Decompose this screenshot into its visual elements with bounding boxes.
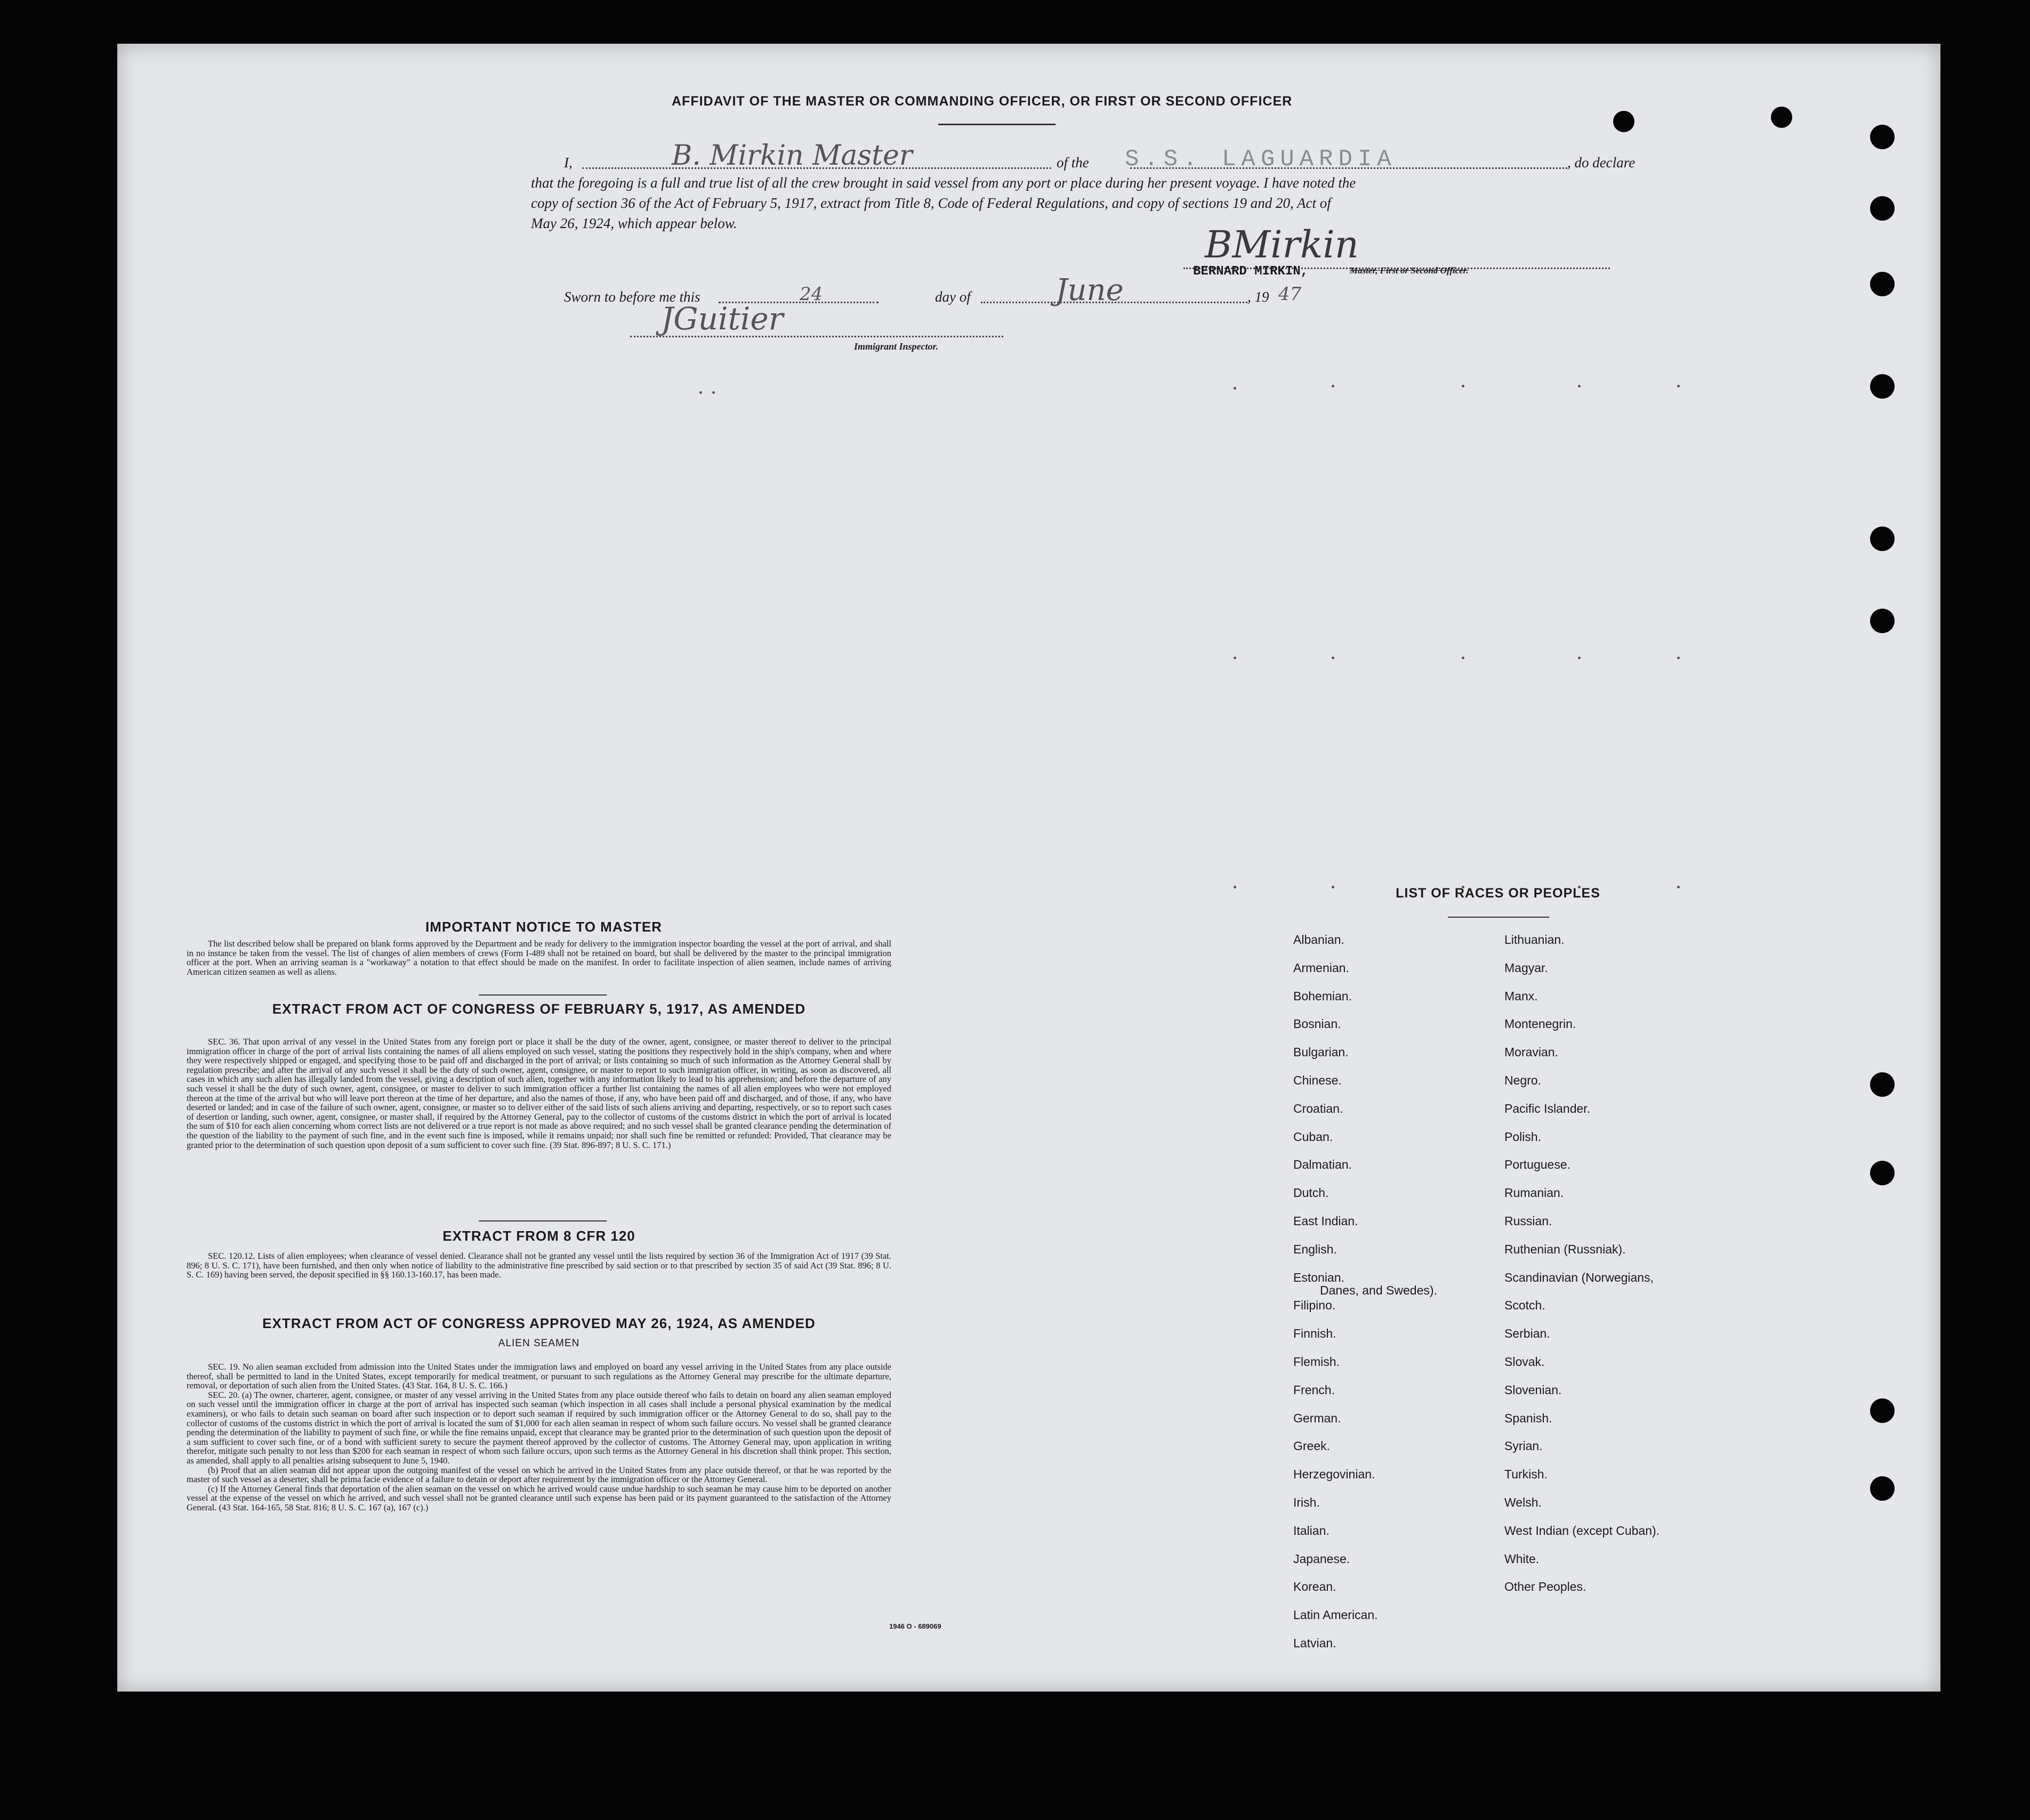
race-item: Greek. — [1293, 1439, 1331, 1453]
column-dot — [1332, 657, 1334, 659]
race-item: Polish. — [1504, 1129, 1542, 1144]
race-item: Russian. — [1504, 1214, 1552, 1228]
race-item: Herzegovinian. — [1293, 1467, 1375, 1482]
punch-hole — [1870, 609, 1895, 633]
race-item: Bulgarian. — [1293, 1045, 1349, 1059]
race-item: East Indian. — [1293, 1214, 1358, 1228]
affidavit-i: I, — [564, 155, 573, 171]
race-item: Negro. — [1504, 1073, 1542, 1087]
column-dot — [699, 391, 702, 394]
race-item: Italian. — [1293, 1523, 1330, 1538]
master-name-handwritten: B. Mirkin Master — [672, 140, 913, 172]
punch-hole — [1870, 125, 1895, 149]
race-item: Serbian. — [1504, 1326, 1550, 1341]
race-item: Rumanian. — [1504, 1186, 1564, 1200]
punch-hole — [1870, 196, 1895, 221]
inspector-signature: JGuitier — [661, 301, 784, 337]
race-item: Magyar. — [1504, 960, 1548, 975]
extract-1924-title: EXTRACT FROM ACT OF CONGRESS APPROVED MAY 26, 1924, AS AMENDED — [262, 1315, 816, 1331]
year-suffix: 47 — [1278, 284, 1302, 305]
column-dot — [712, 391, 715, 394]
punch-hole — [1613, 111, 1634, 132]
race-item: Pacific Islander. — [1504, 1101, 1591, 1115]
extract-1917-title: EXTRACT FROM ACT OF CONGRESS OF FEBRUARY 5, 1917, AS AMENDED — [272, 1001, 806, 1017]
column-dot — [1578, 385, 1581, 387]
race-item: German. — [1293, 1411, 1341, 1425]
race-item: Albanian. — [1293, 933, 1344, 947]
affidavit-body-line1: that the foregoing is a full and true list of all the crew brought in said vessel from any port or place during her present voyage. I have noted the — [531, 175, 1356, 191]
race-item: Syrian. — [1504, 1439, 1543, 1453]
punch-hole — [1870, 272, 1895, 296]
race-item: Estonian. — [1293, 1270, 1344, 1284]
column-dot — [1578, 657, 1581, 659]
race-item: West Indian (except Cuban). — [1504, 1523, 1660, 1538]
column-dot — [1677, 657, 1680, 659]
race-item: Danes, and Swedes). — [1320, 1283, 1437, 1297]
year-prefix: , 19 — [1247, 289, 1269, 305]
column-dot — [1234, 657, 1236, 659]
race-item: Cuban. — [1293, 1129, 1333, 1144]
race-item: Japanese. — [1293, 1551, 1350, 1566]
punch-hole — [1870, 374, 1895, 399]
day-of-label: day of — [935, 289, 971, 305]
race-item: Finnish. — [1293, 1326, 1336, 1341]
officer-title: Master, First or Second Officer. — [1350, 265, 1469, 276]
race-item: Bohemian. — [1293, 989, 1352, 1003]
inspector-label: Immigrant Inspector. — [854, 341, 939, 352]
notice-paragraph: The list described below shall be prepared on blank forms approved by the Department and be ready for delivery to the immigration inspector boarding the vessel at the port of arrival, and shall in no instance be taken from the vessel. The list of changes of alien members of crews (Form I-489 shall not be retained on board, but shall be delivered by the master to the principal immigration officer at the port. When an arriving seaman is a "workaway" a notation to that effect should be made on the manifest. In order to facilitate inspection of alien seamen, include names of arriving American citizen seamen as well as aliens. — [187, 939, 891, 977]
column-dot — [1677, 385, 1680, 387]
race-item: Turkish. — [1504, 1467, 1548, 1482]
extract-1924-subtitle: ALIEN SEAMEN — [498, 1338, 580, 1349]
race-item: Montenegrin. — [1504, 1017, 1576, 1031]
column-dot — [1234, 387, 1236, 390]
notice-text — [187, 939, 891, 976]
race-item: Moravian. — [1504, 1045, 1558, 1059]
column-dot — [1462, 657, 1464, 659]
extract-1924-sec20c: (c) If the Attorney General finds that deportation of the alien seaman on the vessel on which he arrived would cause undue hardship to such seaman he may cause him to be deported on another vessel at the expense of the vessel on which he arrived, and such vessel shall not be granted clearance until such expense has been paid or its payment guaranteed to the satisfaction of the Attorney General. (43 Stat. 164-165, 58 Stat. 816; 8 U. S. C. 167 (a), 167 (c).) — [187, 1483, 891, 1512]
race-item: Slovak. — [1504, 1355, 1545, 1369]
race-item: Slovenian. — [1504, 1382, 1562, 1397]
of-the-label: of the — [1057, 155, 1089, 171]
race-item: Welsh. — [1504, 1495, 1542, 1509]
extract-cfr-text — [187, 1251, 891, 1280]
vessel-name: S.S. LAGUARDIA — [1125, 146, 1397, 173]
print-code: 1946 O - 689069 — [889, 1622, 941, 1630]
race-item: Armenian. — [1293, 960, 1349, 975]
section-rule — [479, 1220, 607, 1222]
race-item: Bosnian. — [1293, 1017, 1341, 1031]
race-item: Irish. — [1293, 1495, 1320, 1509]
extract-1924-sec20b: (b) Proof that an alien seaman did not appear upon the outgoing manifest of the vessel on which he arrived in the United States from any place outside thereof, or that he was reported by the master of such vessel as a deserter, shall be prima facie evidence of a failure to detain or deport after requirement by the immigration officer or the Attorney General. — [187, 1465, 891, 1485]
affidavit-body-line2: copy of section 36 of the Act of February 5, 1917, extract from Title 8, Code of Federal Regulations, and copy of sections 19 and 20, Act of — [531, 195, 1331, 211]
affidavit-title: AFFIDAVIT OF THE MASTER OR COMMANDING OFFICER, OR FIRST OR SECOND OFFICER — [672, 94, 1293, 109]
race-item: Scotch. — [1504, 1298, 1545, 1313]
race-item: Dalmatian. — [1293, 1158, 1352, 1172]
race-item: Latin American. — [1293, 1608, 1378, 1622]
extract-cfr-paragraph: SEC. 120.12. Lists of alien employees; when clearance of vessel denied. Clearance shall not be granted any vessel until the lists required by section 36 of the Immigration Act of 1917 (39 Stat. 896; 8 U. S. C. 171), have been furnished, and then only when notice of liability to the administrative fine prescribed by said section or to that prescribed by section 35 of said Act (39 Stat. 896; 8 U. S. C. 169) having been served, the deposit specified in §§ 160.13-160.17, has been made. — [187, 1251, 891, 1280]
race-item: Lithuanian. — [1504, 933, 1565, 947]
extract-1924-text — [187, 1362, 891, 1512]
race-item: Chinese. — [1293, 1073, 1342, 1087]
affidavit-body-line3: May 26, 1924, which appear below. — [531, 215, 737, 231]
notice-title: IMPORTANT NOTICE TO MASTER — [425, 919, 662, 935]
race-item: Ruthenian (Russniak). — [1504, 1242, 1626, 1256]
race-item: Other Peoples. — [1504, 1580, 1586, 1594]
document-page — [117, 44, 1940, 1692]
printed-name: BERNARD MIRKIN, — [1193, 264, 1309, 279]
column-dot — [1332, 385, 1334, 387]
extract-1917-text — [187, 1037, 891, 1150]
race-item: French. — [1293, 1382, 1335, 1397]
races-rule — [1448, 917, 1549, 918]
races-title: LIST OF RACES OR PEOPLES — [1396, 886, 1600, 901]
punch-hole — [1870, 527, 1895, 551]
section-rule — [479, 994, 607, 996]
race-item: Scandinavian (Norwegians, — [1504, 1270, 1654, 1284]
extract-1924-sec19: SEC. 19. No alien seaman excluded from admission into the United States under the immigration laws and employed on board any vessel arriving in the United States from any place outside thereof, shall be permitted to land in the United States, except temporarily for medical treatment, or pursuant to such regulations as the Attorney General may prescribe for the ultimate departure, removal, or deportation of such alien from the United States. (43 Stat. 164, 8 U. S. C. 166.) — [187, 1362, 891, 1391]
race-item: Portuguese. — [1504, 1158, 1571, 1172]
race-item: English. — [1293, 1242, 1337, 1256]
punch-hole — [1870, 1398, 1895, 1423]
race-item: Korean. — [1293, 1580, 1336, 1594]
inspector-line — [630, 336, 1003, 337]
punch-hole — [1870, 1161, 1895, 1185]
sworn-label: Sworn to before me this — [564, 289, 700, 305]
extract-1924-sec20a: SEC. 20. (a) The owner, charterer, agent, consignee, or master of any vessel arriving in the United States from any place outside thereof who fails to detain on board any alien seaman employed on such vessel until the immigration officer in charge at the port of arrival has inspected such seaman (which inspection in all cases shall include a personal physical examination by the medical examiners), or who fails to detain such seaman on board after such inspection or to deport such seaman if required by such immigration officer or the Attorney General to do so, shall pay to the collector of customs of the customs district in which the port of arrival is located the sum of $1,000 for each alien seaman in respect of whom such failure occurs. No vessel shall be granted clearance pending the determination of the liability to payment of such fine, or while the fine remains unpaid, except that clearance may be granted prior to the determination of such question upon the deposit of a sum sufficient to cover such fine, or of a bond with sufficient surety to secure the payment thereof approved by the collector of customs. The Attorney General may, upon application in writing therefor, mitigate such penalty to not less than $200 for each seaman in respect of whom such failure occurs, upon such terms as the Attorney General in his discretion shall think proper. This section, as amended, shall apply to all penalties arising subsequent to June 5, 1940. — [187, 1389, 891, 1466]
sworn-day: 24 — [800, 284, 823, 305]
punch-hole — [1870, 1476, 1895, 1501]
extract-1917-paragraph: SEC. 36. That upon arrival of any vessel in the United States from any foreign port or place it shall be the duty of the owner, agent, consignee, or master thereof to deliver to the principal immigration officer in charge of the port of arrival lists containing the names of all aliens employed on such vessel, stating the positions they respectively hold in the ship's company, when and where they were respectively shipped or engaged, and specifying those to be paid off and discharged in the port of arrival; or lists containing so much of such information as the Attorney General shall by regulation prescribe; and after the arrival of any such vessel it shall be the duty of such owner, agent, consignee, or master to report to such immigration officer, in writing, as soon as discovered, all cases in which any such alien has illegally landed from the vessel, giving a description of such alien, together with any information likely to lead to his apprehension; and before the departure of any such vessel it shall be the duty of such owner, agent, consignee, or master to deliver to such immigration officer a further list containing the names of all alien employees who were not employed thereon at the time of the arrival but who will leave port thereon at the time of her departure, and also the names of those, if any, who have been paid off and discharged, and of those, if any, who have deserted or landed; and in case of the failure of such owner, agent, consignee, or master so to deliver either of the said lists of such aliens arriving and departing, respectively, or so to report such cases of desertion or landing, such owner, agent, consignee, or master shall, if required by the Attorney General, pay to the collector of customs of the customs district in which the port of arrival is located the sum of $10 for each alien concerning whom correct lists are not delivered or a true report is not made as above required; and no such vessel shall be granted clearance pending the determination of the question of the liability to the payment of such fine, and in the event such fine is imposed, while it remains unpaid; nor shall such fine be remitted or refunded: Provided, That clearance may be granted prior to the determination of such question upon deposit of a sum sufficient to cover such fine. (39 Stat. 896-897; 8 U. S. C. 171.) — [187, 1037, 891, 1150]
race-item: Latvian. — [1293, 1636, 1336, 1650]
extract-cfr-title: EXTRACT FROM 8 CFR 120 — [442, 1228, 635, 1244]
do-declare-label: , do declare — [1567, 155, 1636, 171]
race-item: Manx. — [1504, 989, 1538, 1003]
column-dot — [1462, 385, 1464, 387]
race-item: White. — [1504, 1551, 1540, 1566]
punch-hole — [1771, 107, 1792, 128]
master-signature: BMirkin — [1205, 223, 1359, 266]
race-item: Spanish. — [1504, 1411, 1552, 1425]
punch-hole — [1870, 1072, 1895, 1097]
sworn-month: June — [1056, 273, 1124, 308]
column-dot — [1234, 886, 1236, 888]
race-item: Flemish. — [1293, 1355, 1340, 1369]
race-item: Dutch. — [1293, 1186, 1329, 1200]
title-rule — [938, 124, 1056, 125]
race-item: Filipino. — [1293, 1298, 1336, 1313]
race-item: Croatian. — [1293, 1101, 1343, 1115]
